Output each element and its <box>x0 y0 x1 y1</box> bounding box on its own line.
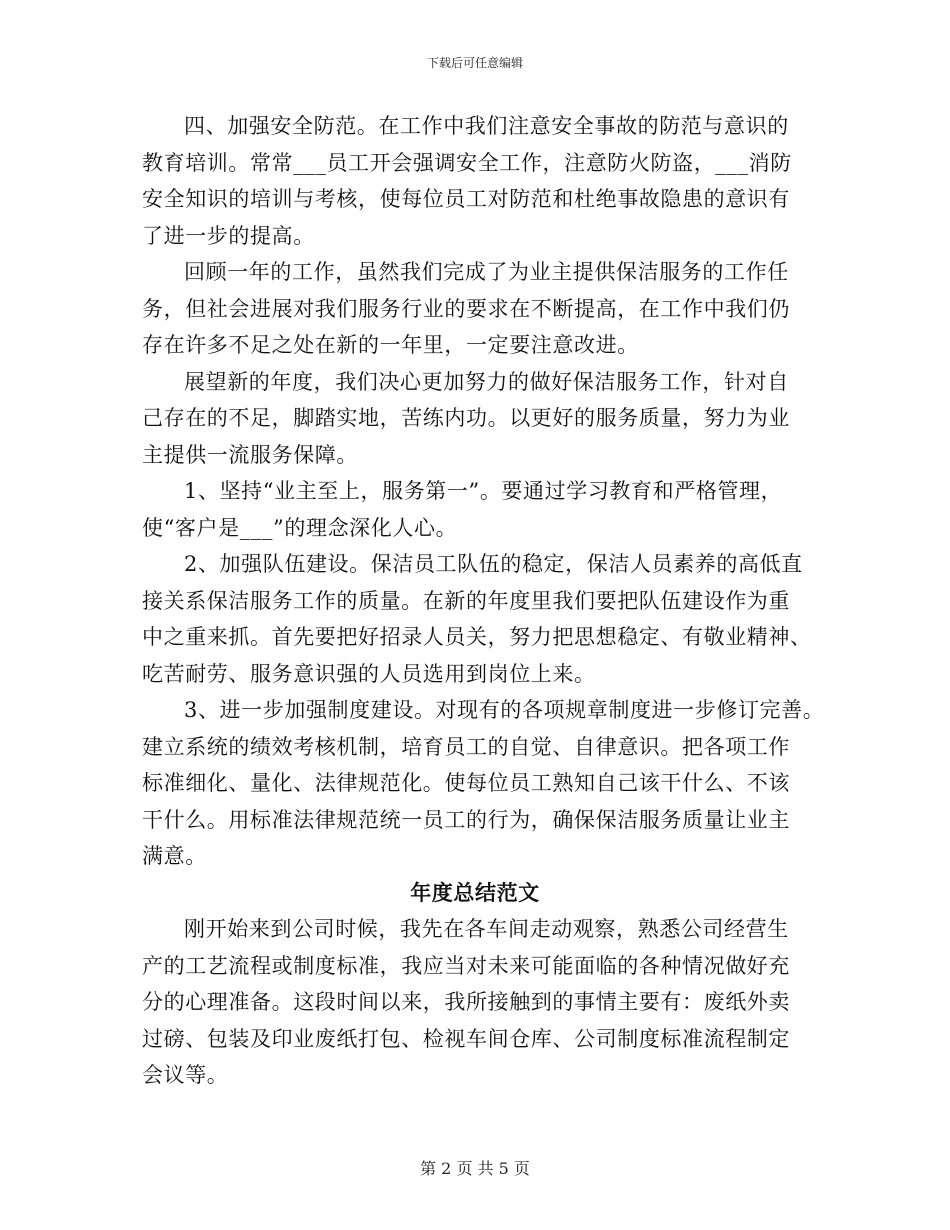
paragraph <box>142 692 825 875</box>
text-line: 满意。 <box>142 844 207 868</box>
text-line: 接关系保洁服务工作的质量。在新的年度里我们要把队伍建设作为重 <box>142 588 790 613</box>
paragraph <box>142 254 808 364</box>
document-body <box>142 108 825 1094</box>
paragraph <box>142 473 808 546</box>
text-line: 务，但社会进展对我们服务行业的要求在不断提高，在工作中我们仍 <box>142 296 790 321</box>
text-line: 安全知识的培训与考核，使每位员工对防范和杜绝事故隐患的意识有 <box>142 187 790 211</box>
text-line: 四、加强安全防范。在工作中我们注意安全事故的防范与意识的 <box>184 114 789 138</box>
text-line: 了进一步的提高。 <box>142 223 315 248</box>
text-line: 教育培训。常常___员工开会强调安全工作，注意防火防盗，___消防 <box>142 150 792 175</box>
text-line: 标准细化、量化、法律规范化。使每位员工熟知自己该干什么、不该 <box>142 771 790 795</box>
section-title: 年度总结范文 <box>410 879 540 905</box>
paragraph <box>142 911 808 1094</box>
text-line: 存在许多不足之处在新的一年里，一定要注意改进。 <box>142 333 639 357</box>
text-line: 过磅、包装及印业废纸打包、检视车间仓库、公司制度标准流程制定 <box>142 1026 790 1051</box>
text-line: 使“客户是___”的理念深化人心。 <box>142 515 458 540</box>
text-line: 分的心理准备。这段时间以来，我所接触到的事情主要有：废纸外卖 <box>142 990 790 1014</box>
text-line: 回顾一年的工作，虽然我们完成了为业主提供保洁服务的工作任 <box>184 260 789 284</box>
text-line: 吃苦耐劳、服务意识强的人员选用到岗位上来。 <box>142 661 596 686</box>
paragraph <box>142 364 808 474</box>
text-line: 1、坚持“业主至上，服务第一”。要通过学习教育和严格管理， <box>184 479 783 503</box>
text-line: 3、进一步加强制度建设。对现有的各项规章制度进一步修订完善。 <box>184 698 825 722</box>
text-line: 己存在的不足，脚踏实地，苦练内功。以更好的服务质量，努力为业 <box>142 406 790 430</box>
text-line: 展望新的年度，我们决心更加努力的做好保洁服务工作，针对自 <box>184 369 789 394</box>
text-line: 刚开始来到公司时候，我先在各车间走动观察，熟悉公司经营生 <box>184 917 789 941</box>
text-line: 会议等。 <box>142 1063 229 1087</box>
text-line: 产的工艺流程或制度标准，我应当对未来可能面临的各种情况做好充 <box>142 953 790 978</box>
text-line: 干什么。用标准法律规范统一员工的行为，确保保洁服务质量让业主 <box>142 807 790 832</box>
paragraph <box>142 546 812 692</box>
text-line: 2、加强队伍建设。保洁员工队伍的稳定，保洁人员素养的高低直 <box>184 552 803 576</box>
text-line: 建立系统的绩效考核机制，培育员工的自觉、自律意识。把各项工作 <box>142 734 790 759</box>
text-line: 中之重来抓。首先要把好招录人员关，努力把思想稳定、有敬业精神、 <box>142 625 812 649</box>
page-number: 第 2 页 共 5 页 <box>420 1159 530 1178</box>
text-line: 主提供一流服务保障。 <box>142 442 358 467</box>
paragraph <box>142 108 808 254</box>
page-header: 下载后可任意编辑 <box>426 56 523 70</box>
